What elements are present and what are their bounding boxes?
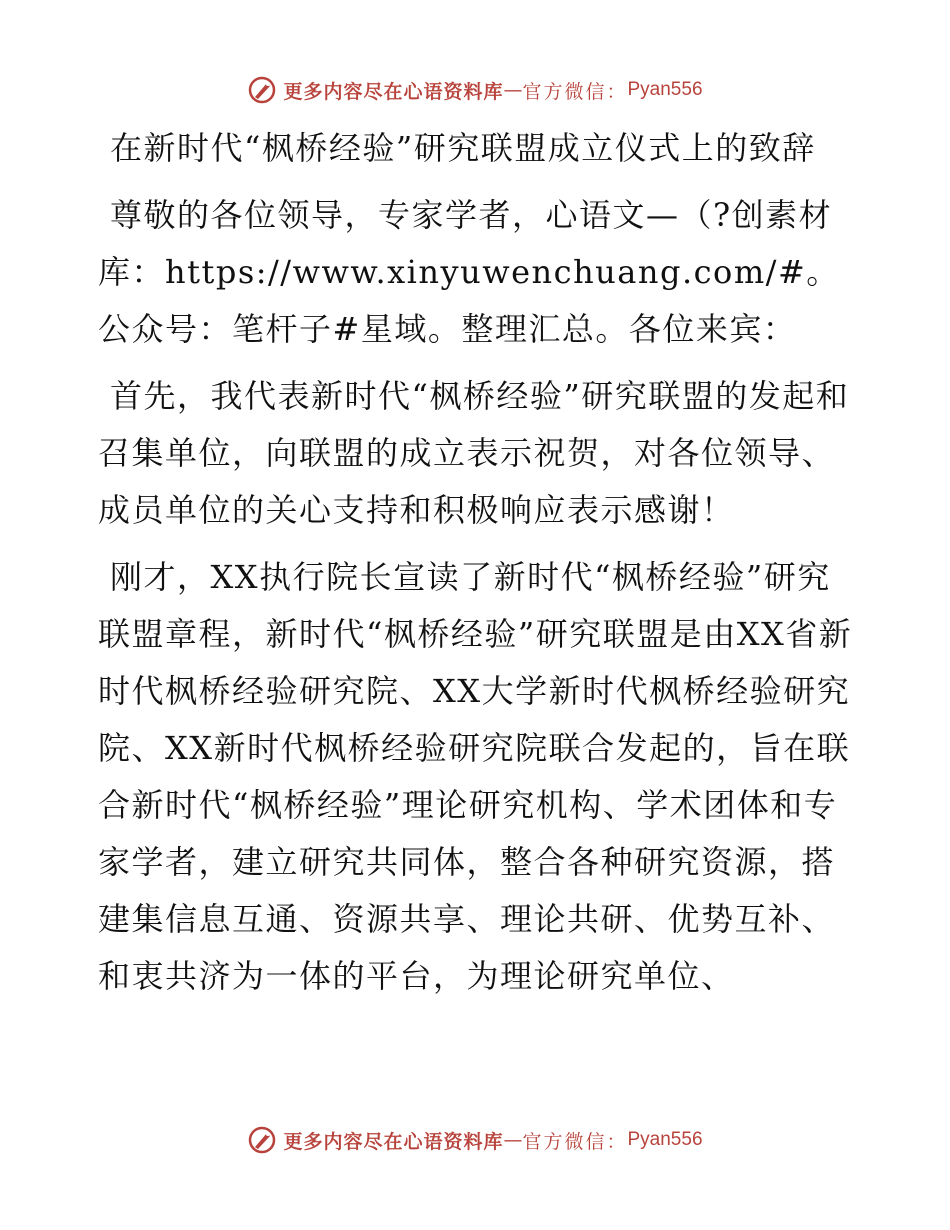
banner-dash: — [503,1129,523,1151]
banner-text: 更多内容尽在心语资料库 [283,1130,504,1153]
banner-dash: — [503,79,523,101]
banner-wechat-id: Pyan556 [627,79,703,100]
pen-nib-logo-icon [247,1125,277,1155]
header-banner [0,70,950,110]
banner-label: 官方微信： [522,80,628,103]
banner-wechat-id: Pyan556 [627,1129,703,1150]
paragraph: 首先，我代表新时代“枫桥经验”研究联盟的发起和召集单位，向联盟的成立表示祝贺，对各位领导、成员单位的关心支持和积极响应表示感谢！ [98,377,850,529]
banner-text: 更多内容尽在心语资料库 [283,80,504,103]
document-body [98,120,858,1015]
document-title: 在新时代“枫桥经验”研究联盟成立仪式上的致辞 [110,129,816,167]
pen-nib-logo-icon [247,75,277,105]
paragraph: 刚才，XX执行院长宣读了新时代“枫桥经验”研究联盟章程，新时代“枫桥经验”研究联盟是由XX省新时代枫桥经验研究院、XX大学新时代枫桥经验研究院、XX新时代枫桥经验研究院联合发起的，旨在联合新时代“枫桥经验”理论研究机构、学术团体和专家学者，建立研究共同体，整合各种研究资源，搭建集信息互通、资源共享、理论共研、优势互补、和衷共济为一体的平台，为理论研究单位、 [98,558,853,995]
paragraph: 尊敬的各位领导，专家学者，心语文—（?创素材库：https://www.xinyuwenchuang.com/#。公众号：笔杆子#星域。整理汇总。各位来宾： [98,196,840,348]
banner-label: 官方微信： [522,1130,628,1153]
footer-banner [0,1120,950,1160]
